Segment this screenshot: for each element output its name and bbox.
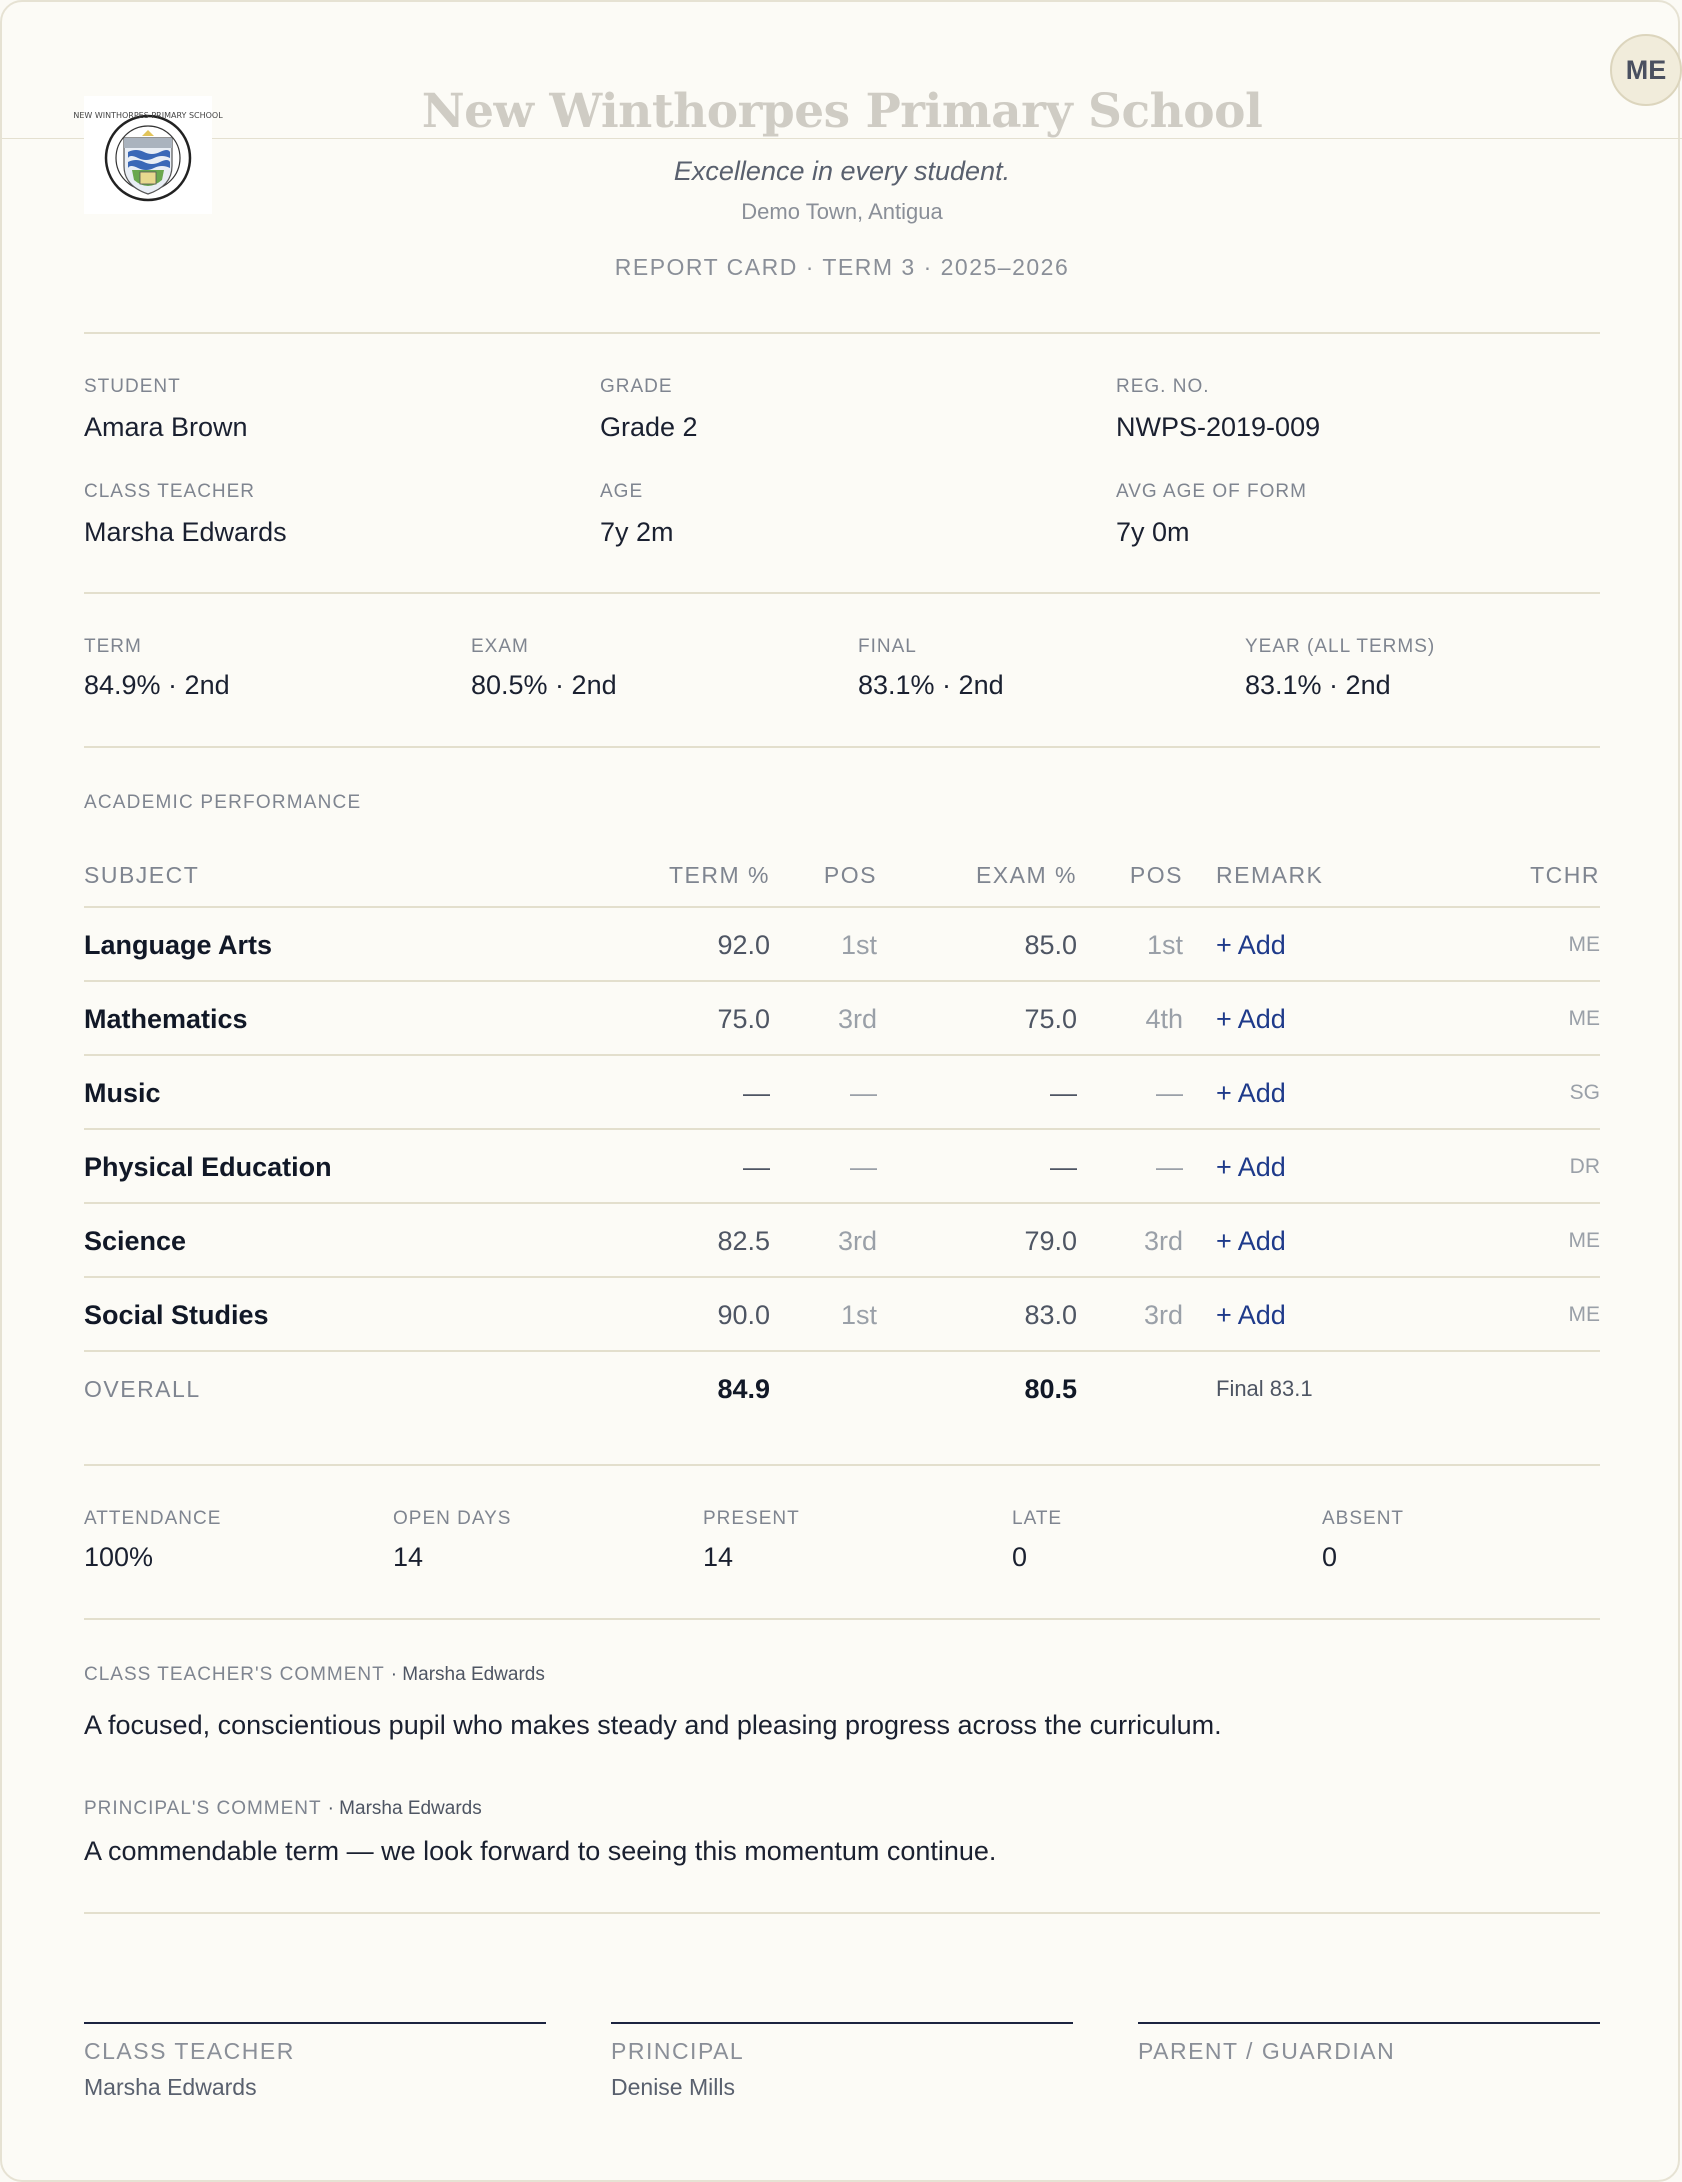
exam-pct: — xyxy=(1050,1152,1077,1182)
table-row xyxy=(84,1128,1600,1202)
principal-signature-label: PRINCIPAL xyxy=(611,2038,745,2064)
add-remark-button[interactable]: + Add xyxy=(1216,930,1286,960)
table-row xyxy=(84,1202,1600,1276)
school-name: New Winthorpes Primary School xyxy=(421,84,1263,139)
term-label: TERM xyxy=(84,636,142,657)
final-label: FINAL xyxy=(858,636,917,657)
signature-line xyxy=(1138,2022,1600,2024)
overall-row xyxy=(84,1350,1600,1424)
teacher-comment-author: · Marsha Edwards xyxy=(390,1664,545,1685)
present-label: PRESENT xyxy=(703,1508,800,1529)
signature-line xyxy=(84,2022,546,2024)
term-pos: 3rd xyxy=(837,1226,877,1256)
exam-pct: 79.0 xyxy=(1024,1226,1077,1256)
attendance-value: 100% xyxy=(84,1542,154,1572)
term-pct: 75.0 xyxy=(717,1004,770,1034)
age-value: 7y 2m xyxy=(600,517,674,547)
term-pct: 90.0 xyxy=(717,1300,770,1330)
parent-signature-label: PARENT / GUARDIAN xyxy=(1138,2038,1396,2064)
final-value: 83.1% · 2nd xyxy=(858,670,1004,700)
year-label: YEAR (ALL TERMS) xyxy=(1245,636,1436,657)
teacher-initials: ME xyxy=(1568,1007,1600,1030)
th-term-pos: POS xyxy=(823,862,877,888)
teacher-comment-title: CLASS TEACHER'S COMMENT xyxy=(84,1664,385,1685)
subject-name: Language Arts xyxy=(84,930,273,960)
age-label: AGE xyxy=(600,481,644,502)
overall-final: Final 83.1 xyxy=(1216,1376,1313,1401)
class-teacher-signature-name: Marsha Edwards xyxy=(84,2074,257,2100)
term-pct: — xyxy=(743,1152,770,1182)
class-teacher-value: Marsha Edwards xyxy=(84,517,287,547)
teacher-initials: DR xyxy=(1569,1155,1600,1178)
teacher-initials: ME xyxy=(1568,1303,1600,1326)
school-motto: Excellence in every student. xyxy=(673,156,1011,186)
report-title: REPORT CARD · TERM 3 · 2025–2026 xyxy=(614,254,1070,280)
th-subject: SUBJECT xyxy=(84,862,200,888)
exam-pos: — xyxy=(1156,1152,1183,1182)
subject-name: Physical Education xyxy=(84,1152,332,1182)
divider xyxy=(84,332,1600,334)
year-value: 83.1% · 2nd xyxy=(1245,670,1391,700)
term-pct: 82.5 xyxy=(717,1226,770,1256)
absent-label: ABSENT xyxy=(1322,1508,1405,1529)
add-remark-button[interactable]: + Add xyxy=(1216,1152,1286,1182)
principal-comment-label xyxy=(84,1798,482,1820)
reg-no-label: REG. NO. xyxy=(1116,376,1210,397)
th-teacher: TCHR xyxy=(1530,862,1600,888)
subject-name: Science xyxy=(84,1226,187,1256)
divider xyxy=(84,746,1600,748)
open-days-value: 14 xyxy=(393,1542,424,1572)
grade-value: Grade 2 xyxy=(600,412,698,442)
absent-value: 0 xyxy=(1322,1542,1338,1572)
grade-label: GRADE xyxy=(600,376,673,397)
divider xyxy=(84,1464,1600,1466)
principal-comment-author: · Marsha Edwards xyxy=(327,1798,482,1819)
late-label: LATE xyxy=(1012,1508,1063,1529)
term-pct: — xyxy=(743,1078,770,1108)
signature-line xyxy=(611,2022,1073,2024)
present-value: 14 xyxy=(703,1542,734,1572)
term-pct: 92.0 xyxy=(717,930,770,960)
class-teacher-signature-label: CLASS TEACHER xyxy=(84,2038,295,2064)
overall-term-pct: 84.9 xyxy=(717,1374,770,1404)
exam-pos: — xyxy=(1156,1078,1183,1108)
avg-age-value: 7y 0m xyxy=(1116,517,1190,547)
exam-pos: 3rd xyxy=(1143,1300,1183,1330)
exam-pos: 3rd xyxy=(1143,1226,1183,1256)
exam-pct: 85.0 xyxy=(1024,930,1077,960)
class-teacher-label: CLASS TEACHER xyxy=(84,481,256,502)
table-row xyxy=(84,906,1600,980)
term-pos: — xyxy=(850,1152,877,1182)
principal-comment-title: PRINCIPAL'S COMMENT xyxy=(84,1798,322,1819)
principal-comment-text: A commendable term — we look forward to seeing this momentum continue. xyxy=(84,1836,997,1866)
late-value: 0 xyxy=(1012,1542,1028,1572)
add-remark-button[interactable]: + Add xyxy=(1216,1300,1286,1330)
th-remark: REMARK xyxy=(1216,862,1324,888)
principal-signature-name: Denise Mills xyxy=(611,2074,735,2100)
teacher-comment-text: A focused, conscientious pupil who makes steady and pleasing progress across the curriculum. xyxy=(84,1710,1222,1740)
teacher-comment-label xyxy=(84,1664,545,1686)
user-avatar[interactable]: ME xyxy=(1610,34,1682,106)
logo-text: NEW WINTHORPES PRIMARY SCHOOL xyxy=(73,111,223,120)
teacher-initials: ME xyxy=(1568,1229,1600,1252)
exam-pos: 1st xyxy=(1146,930,1183,960)
subject-name: Social Studies xyxy=(84,1300,269,1330)
term-pos: — xyxy=(850,1078,877,1108)
table-row xyxy=(84,1054,1600,1128)
exam-value: 80.5% · 2nd xyxy=(471,670,617,700)
open-days-label: OPEN DAYS xyxy=(393,1508,512,1529)
th-term-pct: TERM % xyxy=(669,862,770,888)
table-row xyxy=(84,1276,1600,1350)
subject-name: Mathematics xyxy=(84,1004,248,1034)
add-remark-button[interactable]: + Add xyxy=(1216,1004,1286,1034)
overall-exam-pct: 80.5 xyxy=(1024,1374,1077,1404)
add-remark-button[interactable]: + Add xyxy=(1216,1078,1286,1108)
teacher-initials: ME xyxy=(1568,933,1600,956)
overall-label: OVERALL xyxy=(84,1376,201,1402)
term-pos: 1st xyxy=(840,930,877,960)
academic-section-label: ACADEMIC PERFORMANCE xyxy=(84,792,362,813)
divider xyxy=(84,1912,1600,1914)
avg-age-label: AVG AGE OF FORM xyxy=(1116,481,1307,502)
student-label: STUDENT xyxy=(84,376,181,397)
school-town: Demo Town, Antigua xyxy=(741,199,943,224)
th-exam-pos: POS xyxy=(1129,862,1183,888)
attendance-label: ATTENDANCE xyxy=(84,1508,222,1529)
subject-name: Music xyxy=(84,1078,161,1108)
term-value: 84.9% · 2nd xyxy=(84,670,230,700)
table-row xyxy=(84,980,1600,1054)
th-exam-pct: EXAM % xyxy=(975,862,1077,888)
add-remark-button[interactable]: + Add xyxy=(1216,1226,1286,1256)
exam-label: EXAM xyxy=(471,636,529,657)
teacher-initials: SG xyxy=(1569,1081,1600,1104)
divider xyxy=(84,1618,1600,1620)
reg-no-value: NWPS-2019-009 xyxy=(1116,412,1321,442)
exam-pos: 4th xyxy=(1145,1004,1183,1034)
exam-pct: — xyxy=(1050,1078,1077,1108)
term-pos: 3rd xyxy=(837,1004,877,1034)
student-name: Amara Brown xyxy=(84,412,248,442)
exam-pct: 83.0 xyxy=(1024,1300,1077,1330)
term-pos: 1st xyxy=(840,1300,877,1330)
divider xyxy=(84,592,1600,594)
exam-pct: 75.0 xyxy=(1024,1004,1077,1034)
